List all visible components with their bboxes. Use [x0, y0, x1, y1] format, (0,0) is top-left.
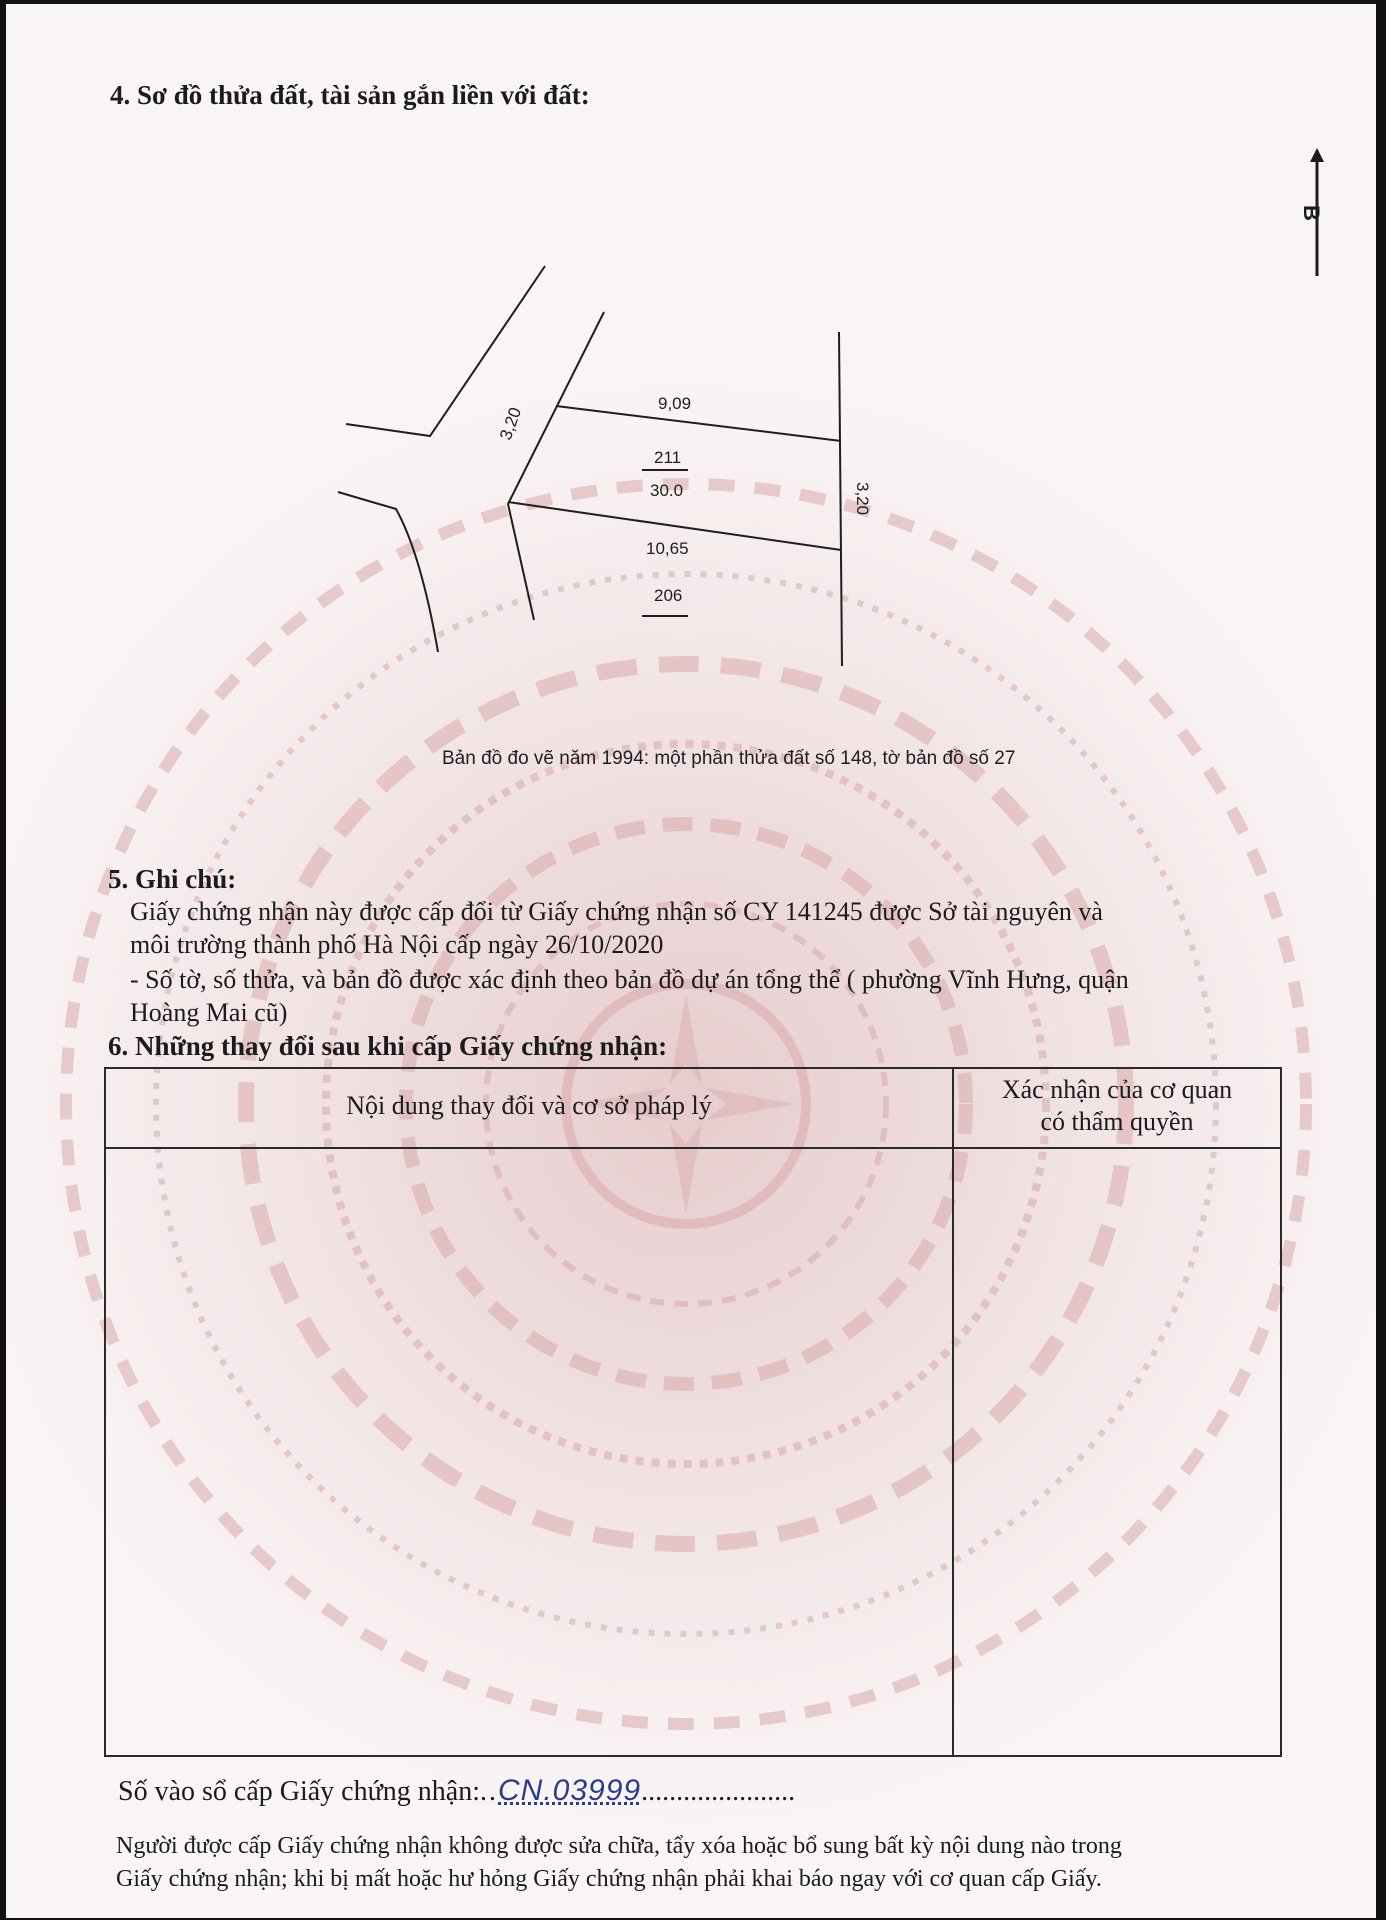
registry-dots: ......................	[641, 1776, 796, 1807]
footer-notice-line2: Giấy chứng nhận; khi bị mất hoặc hư hỏng Giấy chứng nhận phải khai báo ngay với cơ quan cấp Giấy.	[116, 1866, 1102, 1892]
north-label: B	[1298, 205, 1324, 221]
note-line-2: môi trường thành phố Hà Nội cấp ngày 26/10/2020	[130, 930, 664, 959]
table-header-content: Nội dung thay đổi và cơ sở pháp lý	[346, 1091, 712, 1120]
map-caption: Bản đồ đo vẽ năm 1994: một phần thửa đất số 148, tờ bản đồ số 27	[442, 748, 1016, 769]
map-label-left-edge: 3,20	[496, 404, 526, 443]
registry-value: CN.03999	[498, 1774, 642, 1807]
certificate-page	[6, 4, 1376, 1918]
map-label-right-edge: 3,20	[853, 482, 872, 516]
section4-heading: 4. Sơ đồ thửa đất, tài sản gắn liền với đất:	[110, 80, 590, 110]
changes-table	[104, 1067, 1282, 1757]
table-column-divider	[952, 1069, 954, 1755]
parcel-map	[326, 254, 866, 674]
map-parcel-right-edge	[839, 332, 842, 666]
section6-heading: 6. Những thay đổi sau khi cấp Giấy chứng nhận:	[108, 1031, 668, 1061]
table-header-divider	[106, 1147, 1280, 1149]
map-label-bottom-edge: 10,65	[646, 539, 689, 558]
registry-line: Số vào sổ cấp Giấy chứng nhận:..CN.03999......................	[118, 1774, 796, 1807]
map-parcel-top-edge	[556, 406, 841, 441]
map-label-parcel-area: 30.0	[650, 481, 684, 500]
table-header-confirmation-line2: có thẩm quyền	[1040, 1107, 1194, 1136]
map-label-neighbor-parcel: 206	[654, 586, 683, 605]
note-line-3: - Số tờ, số thửa, và bản đồ được xác định theo bản đồ dự án tổng thể ( phường Vĩnh Hưng, quận	[130, 965, 1129, 994]
map-label-top-edge: 9,09	[658, 394, 692, 413]
table-header-confirmation-line1: Xác nhận của cơ quan	[1001, 1075, 1233, 1104]
map-parcel-left-edge	[508, 312, 604, 620]
registry-label: Số vào sổ cấp Giấy chứng nhận:	[118, 1776, 480, 1807]
section5-heading: 5. Ghi chú:	[108, 864, 237, 894]
note-line-1: Giấy chứng nhận này được cấp đổi từ Giấy chứng nhận số CY 141245 được Sở tài nguyên và	[130, 897, 1103, 926]
footer-notice-line1: Người được cấp Giấy chứng nhận không được sửa chữa, tẩy xóa hoặc bổ sung bất kỳ nội dung nào trong	[116, 1833, 1122, 1859]
map-road-left-bottom	[338, 492, 438, 652]
map-label-parcel-number: 211	[654, 448, 682, 467]
note-line-4: Hoàng Mai cũ)	[130, 998, 288, 1027]
